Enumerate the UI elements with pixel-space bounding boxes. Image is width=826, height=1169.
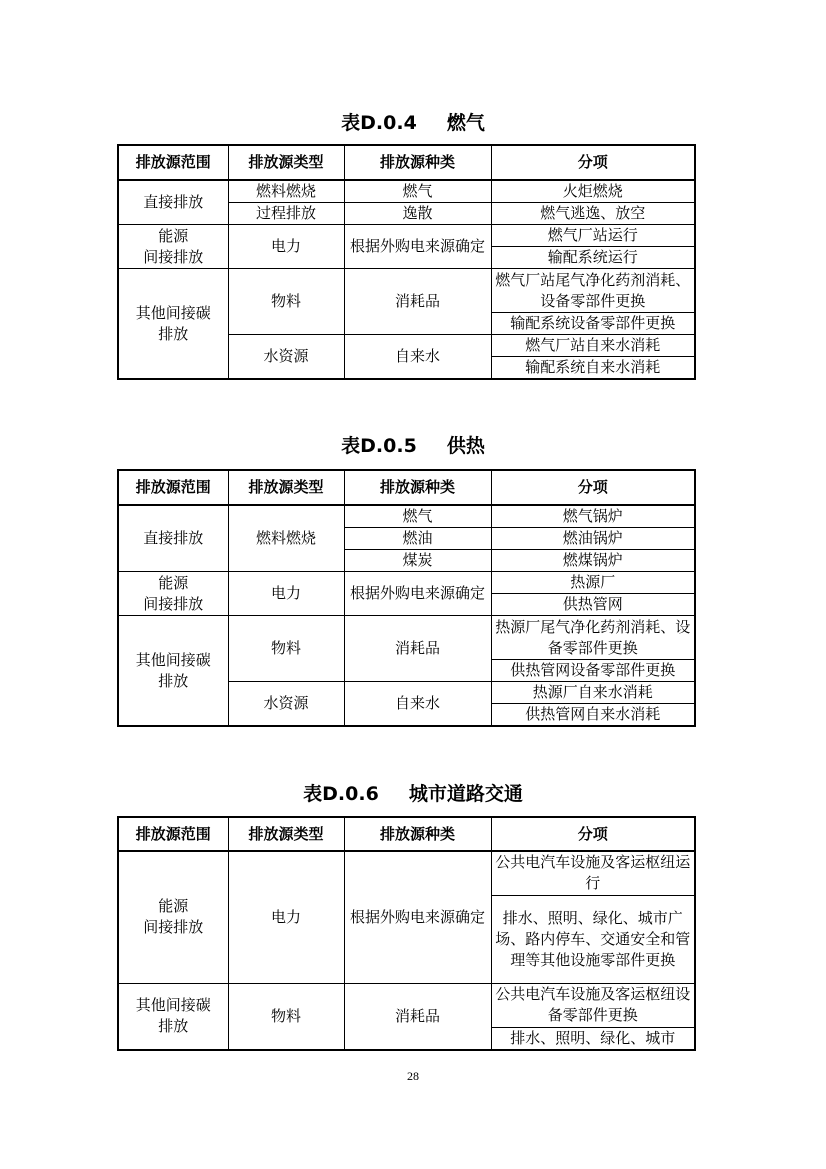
item-cell: 热源厂自来水消耗	[491, 682, 695, 704]
type-cell: 水资源	[228, 682, 344, 727]
item-cell: 燃气厂站尾气净化药剂消耗、设备零部件更换	[491, 269, 695, 313]
scope-cell: 能源 间接排放	[118, 572, 228, 616]
kind-cell: 燃气	[344, 505, 491, 528]
item-cell: 输配系统设备零部件更换	[491, 313, 695, 335]
item-cell: 热源厂尾气净化药剂消耗、设备零部件更换	[491, 616, 695, 660]
scope-cell: 其他间接碳 排放	[118, 269, 228, 380]
kind-cell: 自来水	[344, 682, 491, 727]
header-scope: 排放源范围	[118, 470, 228, 505]
item-cell: 燃气厂站运行	[491, 225, 695, 247]
scope-cell: 直接排放	[118, 180, 228, 225]
item-cell: 输配系统自来水消耗	[491, 357, 695, 380]
table-d06-label: 表D.0.6	[303, 783, 379, 805]
item-cell: 输配系统运行	[491, 247, 695, 269]
header-type: 排放源类型	[228, 817, 344, 851]
header-item: 分项	[491, 145, 695, 180]
type-cell: 物料	[228, 983, 344, 1050]
item-cell: 燃煤锅炉	[491, 550, 695, 572]
kind-cell: 煤炭	[344, 550, 491, 572]
table-d06	[117, 816, 696, 1051]
type-cell: 过程排放	[228, 203, 344, 225]
type-cell: 电力	[228, 572, 344, 616]
item-cell: 排水、照明、绿化、城市	[491, 1027, 695, 1050]
table-d04-label: 表D.0.4	[341, 112, 417, 134]
kind-cell: 燃油	[344, 528, 491, 550]
header-scope: 排放源范围	[118, 817, 228, 851]
kind-cell: 消耗品	[344, 983, 491, 1050]
type-cell: 水资源	[228, 335, 344, 380]
kind-cell: 燃气	[344, 180, 491, 203]
table-d05-caption	[0, 434, 826, 458]
kind-cell: 逸散	[344, 203, 491, 225]
header-item: 分项	[491, 817, 695, 851]
table-d04-title: 燃气	[446, 112, 485, 134]
table-d05-label: 表D.0.5	[341, 435, 417, 457]
header-kind: 排放源种类	[344, 145, 491, 180]
scope-cell: 能源 间接排放	[118, 225, 228, 269]
header-scope: 排放源范围	[118, 145, 228, 180]
kind-cell: 自来水	[344, 335, 491, 380]
type-cell: 物料	[228, 616, 344, 682]
scope-cell: 直接排放	[118, 505, 228, 572]
type-cell: 物料	[228, 269, 344, 335]
item-cell: 供热管网自来水消耗	[491, 704, 695, 727]
kind-cell: 根据外购电来源确定	[344, 225, 491, 269]
scope-cell: 其他间接碳 排放	[118, 616, 228, 727]
item-cell: 燃油锅炉	[491, 528, 695, 550]
kind-cell: 根据外购电来源确定	[344, 851, 491, 983]
item-cell: 燃气锅炉	[491, 505, 695, 528]
item-cell: 供热管网设备零部件更换	[491, 660, 695, 682]
item-cell: 热源厂	[491, 572, 695, 594]
header-item: 分项	[491, 470, 695, 505]
item-cell: 供热管网	[491, 594, 695, 616]
table-d06-caption	[0, 782, 826, 806]
header-kind: 排放源种类	[344, 817, 491, 851]
item-cell: 燃气逃逸、放空	[491, 203, 695, 225]
type-cell: 电力	[228, 225, 344, 269]
kind-cell: 消耗品	[344, 269, 491, 335]
header-type: 排放源类型	[228, 470, 344, 505]
type-cell: 燃料燃烧	[228, 505, 344, 572]
scope-cell: 其他间接碳 排放	[118, 983, 228, 1050]
item-cell: 公共电汽车设施及客运枢纽设备零部件更换	[491, 983, 695, 1027]
item-cell: 公共电汽车设施及客运枢纽运行	[491, 851, 695, 895]
kind-cell: 消耗品	[344, 616, 491, 682]
item-cell: 燃气厂站自来水消耗	[491, 335, 695, 357]
table-d05	[117, 469, 696, 727]
table-d04	[117, 144, 696, 380]
table-d05-title: 供热	[446, 435, 485, 457]
type-cell: 燃料燃烧	[228, 180, 344, 203]
item-cell: 排水、照明、绿化、城市广场、路内停车、交通安全和管理等其他设施零部件更换	[491, 895, 695, 983]
table-d04-caption	[0, 111, 826, 135]
table-d06-title: 城市道路交通	[408, 783, 523, 805]
item-cell: 火炬燃烧	[491, 180, 695, 203]
scope-cell: 能源 间接排放	[118, 851, 228, 983]
kind-cell: 根据外购电来源确定	[344, 572, 491, 616]
type-cell: 电力	[228, 851, 344, 983]
header-type: 排放源类型	[228, 145, 344, 180]
header-kind: 排放源种类	[344, 470, 491, 505]
page-number: 28	[407, 1069, 419, 1083]
